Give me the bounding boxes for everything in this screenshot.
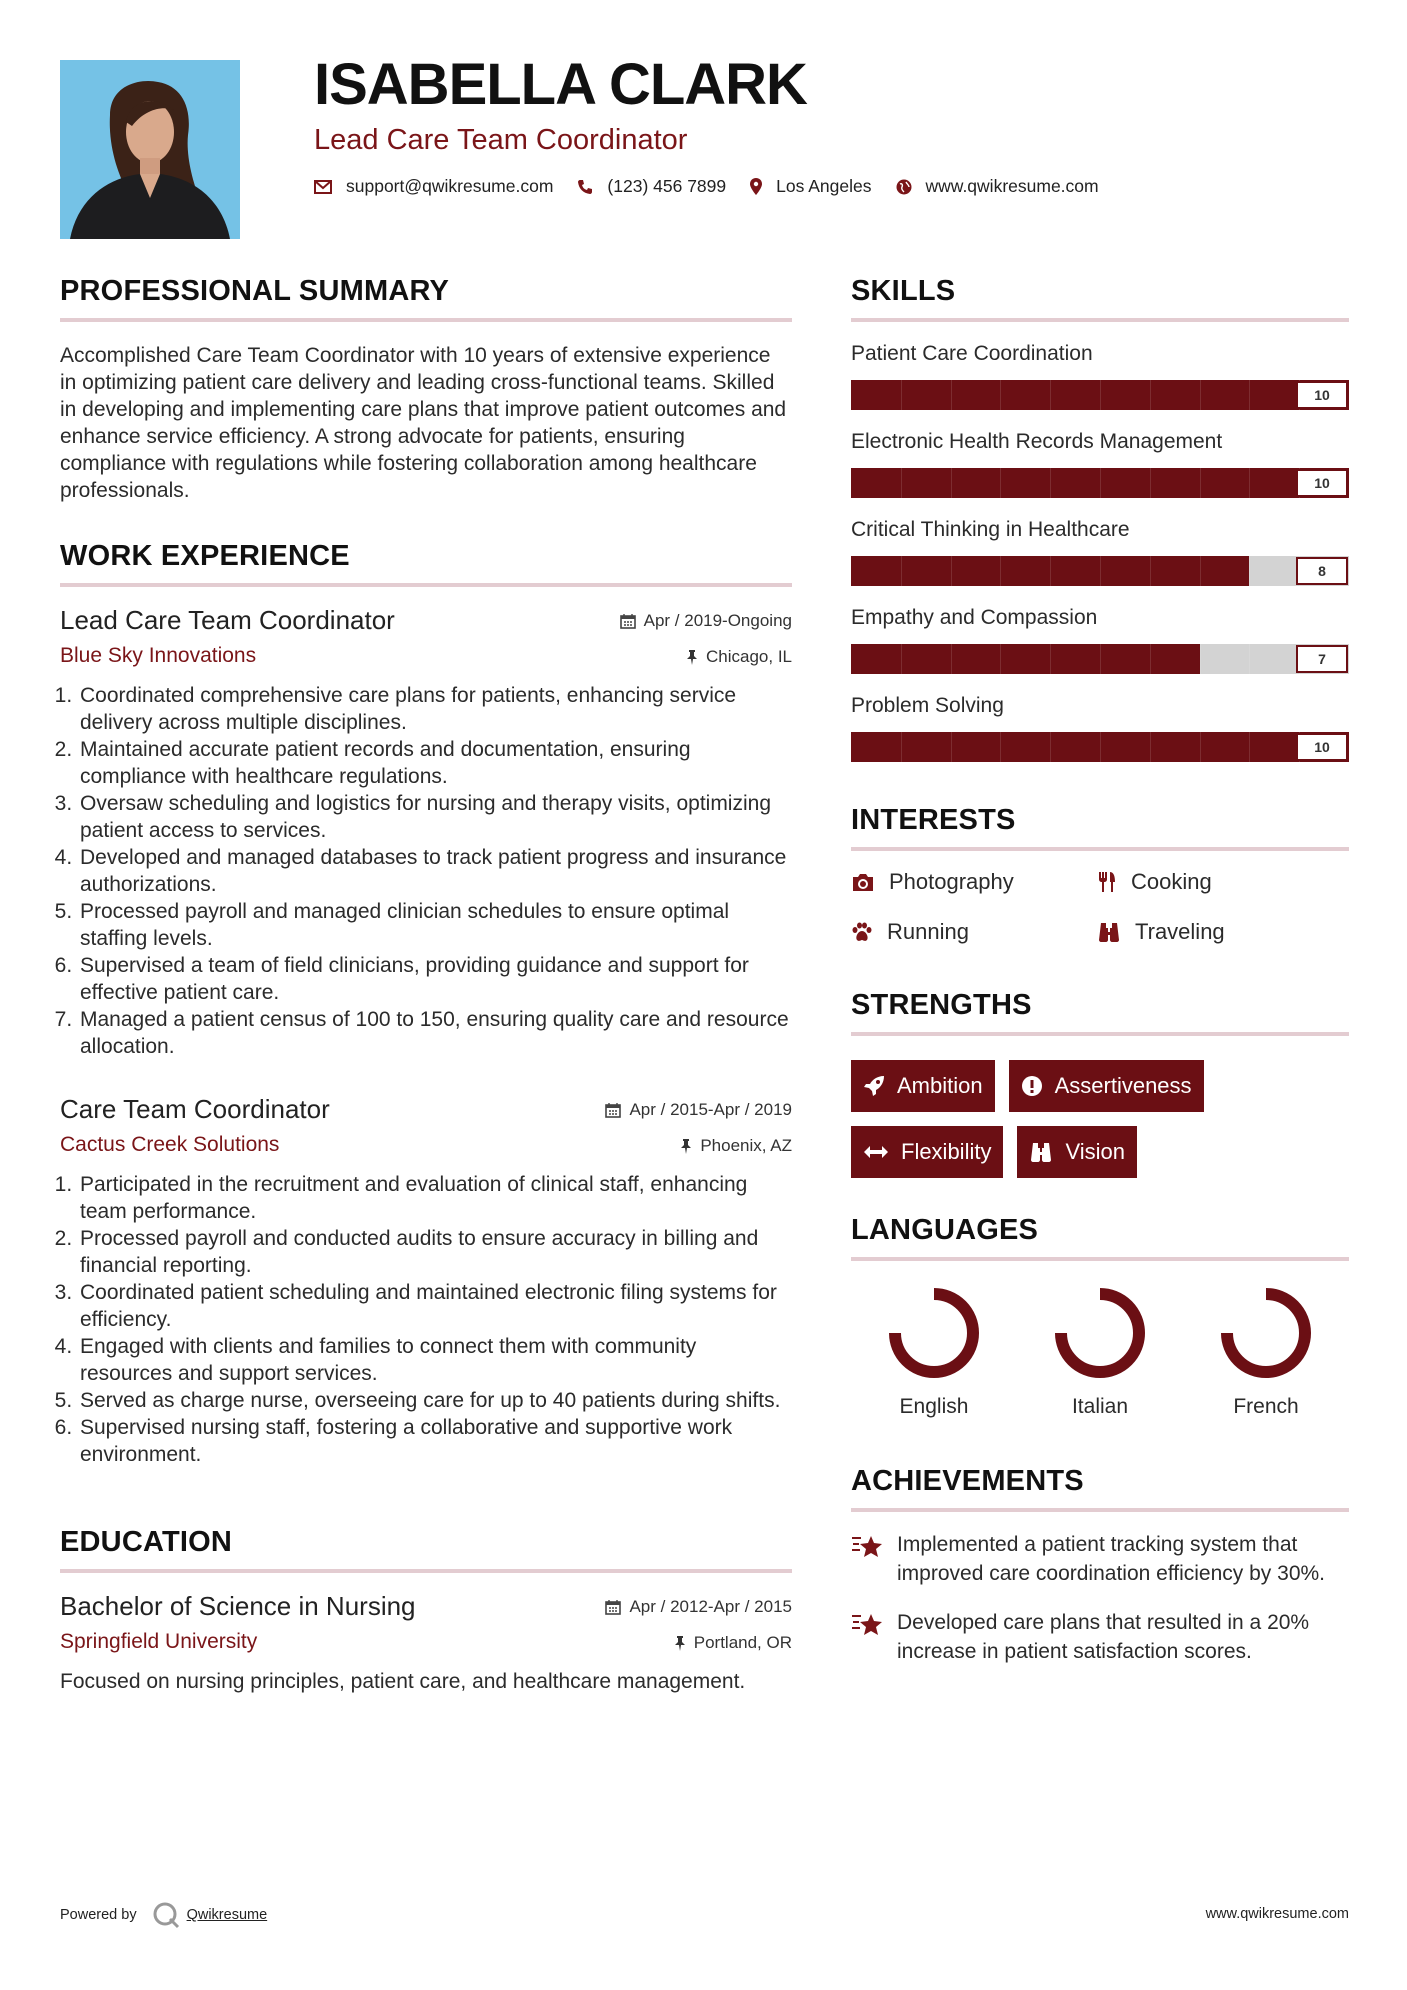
strength-badge bbox=[1017, 1126, 1137, 1178]
job-date bbox=[620, 611, 792, 631]
skill-bar-segment bbox=[901, 644, 902, 674]
skill-bar-segment bbox=[1050, 732, 1051, 762]
candidate-title: Lead Care Team Coordinator bbox=[314, 124, 688, 156]
skill-name: Electronic Health Records Management bbox=[851, 430, 1223, 453]
brand-link[interactable]: Qwikresume bbox=[186, 1907, 268, 1923]
skill-bar-segment bbox=[1200, 556, 1201, 586]
skill-bar-segment bbox=[1100, 732, 1101, 762]
skill-bar-segment bbox=[901, 468, 902, 498]
binoculars-icon bbox=[1097, 921, 1121, 943]
skill-bar-segment bbox=[1200, 380, 1201, 410]
job-location-text: Chicago, IL bbox=[706, 647, 792, 666]
skill-bar-segment bbox=[1200, 732, 1201, 762]
skill-bar-segment bbox=[1050, 380, 1051, 410]
skill-bar-segment bbox=[1249, 468, 1250, 498]
list-item: 3. Oversaw scheduling and logistics for nursing and therapy visits, optimizing patient access to services. bbox=[78, 790, 792, 844]
strength-label: Vision bbox=[1065, 1139, 1125, 1164]
list-item: 2. Processed payroll and conducted audits to ensure accuracy in billing and financial reporting. bbox=[78, 1225, 792, 1279]
skill-bar-segment bbox=[1050, 468, 1051, 498]
skill-bar-segment bbox=[1000, 556, 1001, 586]
skill-bar-segment bbox=[951, 556, 952, 586]
education-date bbox=[605, 1597, 792, 1617]
interests-section bbox=[851, 804, 1349, 945]
skill-name: Problem Solving bbox=[851, 694, 1004, 717]
skill-bar-segment bbox=[1100, 644, 1101, 674]
skill-bar-segment bbox=[1050, 644, 1051, 674]
list-item: 3. Coordinated patient scheduling and maintained electronic filing systems for efficiency. bbox=[78, 1279, 792, 1333]
skill-bar-segment bbox=[901, 556, 902, 586]
paw-icon bbox=[851, 922, 873, 942]
skill-name: Empathy and Compassion bbox=[851, 606, 1098, 629]
phone-icon bbox=[577, 179, 593, 195]
contact-email[interactable] bbox=[314, 176, 553, 197]
skill-level-value: 10 bbox=[1296, 733, 1348, 761]
section-title: LANGUAGES bbox=[851, 1214, 1039, 1246]
skill-name: Patient Care Coordination bbox=[851, 342, 1093, 365]
skill-level-value: 7 bbox=[1296, 645, 1348, 673]
skill-level-value: 8 bbox=[1296, 557, 1348, 585]
contact-location bbox=[750, 176, 871, 197]
education-entry bbox=[60, 1591, 792, 1695]
list-item: 6. Supervised a team of field clinicians, providing guidance and support for effective patient care. bbox=[78, 952, 792, 1006]
skill-bar-segment bbox=[1100, 380, 1101, 410]
skill-item bbox=[851, 694, 1349, 762]
experience-section bbox=[60, 540, 792, 1468]
skill-level-value: 10 bbox=[1296, 381, 1348, 409]
job-entry bbox=[60, 1094, 792, 1468]
email-text: support@qwikresume.com bbox=[346, 176, 554, 196]
section-title: EDUCATION bbox=[60, 1526, 233, 1558]
skill-bar bbox=[851, 644, 1349, 674]
skill-bar-segment bbox=[1200, 644, 1201, 674]
footer-website[interactable]: www.qwikresume.com bbox=[1205, 1906, 1349, 1922]
achievements-section bbox=[851, 1465, 1349, 1666]
language-ring-arc bbox=[895, 1294, 973, 1372]
footer-branding bbox=[60, 1900, 267, 1930]
language-ring bbox=[886, 1285, 982, 1381]
job-date-text: Apr / 2019-Ongoing bbox=[643, 611, 792, 630]
summary-section bbox=[60, 275, 792, 504]
skill-bar-segment bbox=[951, 732, 952, 762]
section-title: INTERESTS bbox=[851, 804, 1016, 836]
skill-bar-segment bbox=[951, 468, 952, 498]
strengths-list bbox=[851, 1060, 1349, 1178]
language-name: English bbox=[899, 1395, 969, 1418]
section-divider bbox=[851, 1032, 1349, 1036]
pin-icon bbox=[674, 1635, 686, 1651]
job-location bbox=[686, 647, 792, 667]
language-ring bbox=[1218, 1285, 1314, 1381]
skill-bar-segment bbox=[901, 380, 902, 410]
map-marker-icon bbox=[750, 178, 762, 195]
qwikresume-logo-icon bbox=[151, 1900, 181, 1930]
section-divider bbox=[60, 318, 792, 322]
interests-list bbox=[851, 869, 1349, 945]
pin-icon bbox=[680, 1138, 692, 1154]
interest-label: Traveling bbox=[1135, 919, 1225, 944]
section-divider bbox=[851, 1257, 1349, 1261]
calendar-icon bbox=[605, 1599, 621, 1615]
skill-bar-segment bbox=[1200, 468, 1201, 498]
skill-bar-segment bbox=[1000, 644, 1001, 674]
interest-item bbox=[851, 869, 1097, 895]
strength-badge bbox=[851, 1060, 995, 1112]
contact-bar bbox=[314, 176, 1123, 197]
globe-icon bbox=[896, 179, 912, 195]
achievement-text: Developed care plans that resulted in a 20% increase in patient satisfaction scores. bbox=[897, 1611, 1310, 1663]
education-description: Focused on nursing principles, patient care, and healthcare management. bbox=[60, 1670, 746, 1693]
section-title: PROFESSIONAL SUMMARY bbox=[60, 275, 450, 307]
interest-label: Cooking bbox=[1131, 869, 1212, 894]
list-item: 1. Coordinated comprehensive care plans for patients, enhancing service delivery across multiple disciplines. bbox=[78, 682, 792, 736]
job-company: Cactus Creek Solutions bbox=[60, 1133, 280, 1156]
strength-badge bbox=[851, 1126, 1003, 1178]
contact-website[interactable] bbox=[896, 176, 1099, 197]
section-divider bbox=[851, 318, 1349, 322]
interest-item bbox=[1097, 869, 1343, 895]
job-location-text: Phoenix, AZ bbox=[700, 1136, 792, 1155]
interest-label: Photography bbox=[889, 869, 1014, 894]
list-item: 2. Maintained accurate patient records and documentation, ensuring compliance with healthcare regulations. bbox=[78, 736, 792, 790]
skills-section bbox=[851, 275, 1349, 762]
shooting-star-icon bbox=[851, 1532, 885, 1562]
interest-label: Running bbox=[887, 919, 969, 944]
skills-list bbox=[851, 342, 1349, 762]
strengths-section bbox=[851, 989, 1349, 1178]
skill-bar-segment bbox=[1150, 468, 1151, 498]
language-ring-arc bbox=[1227, 1294, 1305, 1372]
list-item: 6. Supervised nursing staff, fostering a collaborative and supportive work environment. bbox=[78, 1414, 792, 1468]
summary-text: Accomplished Care Team Coordinator with 10 years of extensive experience in optimizing patient care delivery and leading cross-functional teams. Skilled in developing and implementing care plans that improve patient outcomes and enhance service efficiency. A strong advocate for patients, ensuring compliance with regulations while fostering collaboration among healthcare professionals. bbox=[60, 344, 787, 502]
calendar-icon bbox=[605, 1102, 621, 1118]
languages-list bbox=[851, 1285, 1349, 1419]
candidate-name: ISABELLA CLARK bbox=[314, 52, 807, 117]
skill-bar bbox=[851, 468, 1349, 498]
list-item: 5. Processed payroll and managed clinician schedules to ensure optimal staffing levels. bbox=[78, 898, 792, 952]
skill-bar-segment bbox=[1000, 380, 1001, 410]
list-item: 4. Developed and managed databases to track patient progress and insurance authorizations. bbox=[78, 844, 792, 898]
skill-bar bbox=[851, 380, 1349, 410]
achievement-text: Implemented a patient tracking system that improved care coordination efficiency by 30%. bbox=[897, 1533, 1326, 1585]
languages-section bbox=[851, 1214, 1349, 1419]
rocket-icon bbox=[863, 1075, 885, 1097]
achievement-item bbox=[851, 1530, 1349, 1588]
language-item bbox=[1183, 1285, 1349, 1419]
section-title: ACHIEVEMENTS bbox=[851, 1465, 1084, 1497]
achievement-item bbox=[851, 1608, 1349, 1666]
interest-item bbox=[1097, 919, 1343, 945]
strength-label: Flexibility bbox=[901, 1139, 992, 1164]
strength-label: Assertiveness bbox=[1054, 1073, 1192, 1098]
job-location bbox=[680, 1136, 792, 1156]
job-company: Blue Sky Innovations bbox=[60, 644, 257, 667]
skill-bar bbox=[851, 732, 1349, 762]
utensils-icon bbox=[1097, 871, 1117, 893]
degree-title: Bachelor of Science in Nursing bbox=[60, 1591, 416, 1621]
education-section bbox=[60, 1526, 792, 1695]
list-item: 1. Participated in the recruitment and evaluation of clinical staff, enhancing team performance. bbox=[78, 1171, 792, 1225]
job-title: Care Team Coordinator bbox=[60, 1094, 330, 1124]
language-item bbox=[851, 1285, 1017, 1419]
skill-bar-segment bbox=[1000, 468, 1001, 498]
powered-by-text: Powered by bbox=[60, 1907, 137, 1923]
list-item: 4. Engaged with clients and families to connect them with community resources and support services. bbox=[78, 1333, 792, 1387]
education-location bbox=[674, 1633, 792, 1653]
skill-bar-segment bbox=[1150, 732, 1151, 762]
calendar-icon bbox=[620, 613, 636, 629]
job-entry bbox=[60, 605, 792, 1060]
job-bullets bbox=[60, 1171, 792, 1468]
website-text: www.qwikresume.com bbox=[925, 176, 1099, 196]
skill-bar-segment bbox=[1150, 556, 1151, 586]
skill-bar-segment bbox=[1150, 380, 1151, 410]
skill-bar-segment bbox=[1249, 644, 1250, 674]
skill-item bbox=[851, 342, 1349, 410]
language-ring bbox=[1052, 1285, 1148, 1381]
job-date bbox=[605, 1100, 792, 1120]
job-bullets bbox=[60, 682, 792, 1060]
skill-item bbox=[851, 430, 1349, 498]
camera-icon bbox=[851, 872, 875, 892]
left-column bbox=[60, 275, 792, 1695]
binoculars-icon bbox=[1029, 1141, 1053, 1163]
language-item bbox=[1017, 1285, 1183, 1419]
location-text: Los Angeles bbox=[776, 176, 872, 196]
section-divider bbox=[60, 1569, 792, 1573]
skill-bar-segment bbox=[1100, 468, 1101, 498]
profile-photo bbox=[60, 60, 240, 239]
contact-phone[interactable] bbox=[577, 176, 726, 197]
skill-item bbox=[851, 518, 1349, 586]
section-divider bbox=[851, 847, 1349, 851]
skill-bar-segment bbox=[1249, 732, 1250, 762]
job-title: Lead Care Team Coordinator bbox=[60, 605, 395, 635]
skill-bar-segment bbox=[951, 644, 952, 674]
skill-level-value: 10 bbox=[1296, 469, 1348, 497]
section-title: SKILLS bbox=[851, 275, 956, 307]
skill-bar-segment bbox=[951, 380, 952, 410]
education-location-text: Portland, OR bbox=[693, 1633, 792, 1652]
skill-bar-segment bbox=[901, 732, 902, 762]
job-date-text: Apr / 2015-Apr / 2019 bbox=[629, 1100, 792, 1119]
skill-bar-segment bbox=[1000, 732, 1001, 762]
language-name: French bbox=[1233, 1395, 1299, 1418]
phone-text: (123) 456 7899 bbox=[607, 176, 727, 196]
interest-item bbox=[851, 919, 1097, 945]
skill-bar bbox=[851, 556, 1349, 586]
strength-label: Ambition bbox=[897, 1073, 983, 1098]
skill-bar-segment bbox=[1050, 556, 1051, 586]
education-date-text: Apr / 2012-Apr / 2015 bbox=[629, 1597, 792, 1616]
envelope-icon bbox=[314, 180, 332, 194]
list-item: 7. Managed a patient census of 100 to 150, ensuring quality care and resource allocation. bbox=[78, 1006, 792, 1060]
skill-bar-segment bbox=[1249, 556, 1250, 586]
skill-bar-segment bbox=[1249, 380, 1250, 410]
exclamation-circle-icon bbox=[1021, 1075, 1043, 1097]
list-item: 5. Served as charge nurse, overseeing care for up to 40 patients during shifts. bbox=[78, 1387, 792, 1414]
section-divider bbox=[60, 583, 792, 587]
section-divider bbox=[851, 1508, 1349, 1512]
strength-badge bbox=[1009, 1060, 1204, 1112]
section-title: WORK EXPERIENCE bbox=[60, 540, 350, 572]
pin-icon bbox=[686, 649, 698, 665]
skill-bar-segment bbox=[1100, 556, 1101, 586]
arrows-horizontal-icon bbox=[863, 1145, 889, 1159]
school-name: Springfield University bbox=[60, 1630, 258, 1653]
language-name: Italian bbox=[1071, 1395, 1129, 1418]
skill-bar-segment bbox=[1150, 644, 1151, 674]
section-title: STRENGTHS bbox=[851, 989, 1032, 1021]
language-ring-arc bbox=[1061, 1294, 1139, 1372]
shooting-star-icon bbox=[851, 1610, 885, 1640]
right-column bbox=[851, 275, 1349, 1666]
skill-name: Critical Thinking in Healthcare bbox=[851, 518, 1130, 541]
skill-bar-fill bbox=[851, 644, 1200, 674]
skill-item bbox=[851, 606, 1349, 674]
